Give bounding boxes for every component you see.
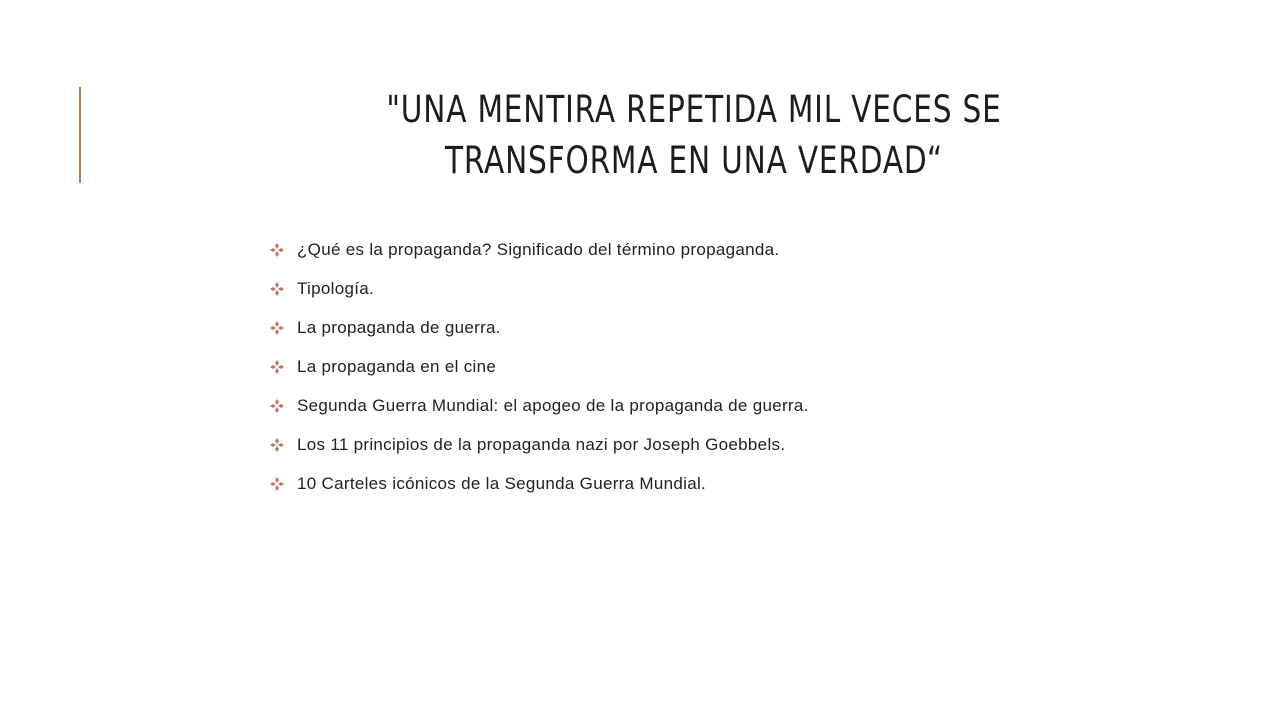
list-item: [270, 464, 809, 503]
four-petal-diamond-icon: [270, 321, 284, 335]
title-accent-bar: [79, 87, 81, 183]
four-petal-diamond-icon: [270, 360, 284, 374]
four-petal-diamond-icon: [270, 477, 284, 491]
bullet-text: ¿Qué es la propaganda? Significado del término propaganda.: [297, 239, 780, 259]
list-item: [270, 425, 809, 464]
bullet-list: [270, 230, 809, 503]
bullet-text: La propaganda en el cine: [297, 356, 497, 376]
bullet-text: Tipología.: [297, 278, 375, 298]
four-petal-diamond-icon: [270, 282, 284, 296]
bullet-text: Los 11 principios de la propaganda nazi por Joseph Goebbels.: [297, 434, 786, 454]
list-item: [270, 269, 809, 308]
four-petal-diamond-icon: [270, 438, 284, 452]
list-item: [270, 347, 809, 386]
slide-title: "UNA MENTIRA REPETIDA MIL VECES SE TRANSFORMA EN UNA VERDAD“: [386, 88, 1002, 182]
four-petal-diamond-icon: [270, 243, 284, 257]
list-item: [270, 308, 809, 347]
four-petal-diamond-icon: [270, 399, 284, 413]
bullet-text: 10 Carteles icónicos de la Segunda Guerra Mundial.: [297, 473, 707, 493]
bullet-text: Segunda Guerra Mundial: el apogeo de la propaganda de guerra.: [297, 395, 809, 415]
list-item: [270, 386, 809, 425]
bullet-text: La propaganda de guerra.: [297, 317, 501, 337]
list-item: [270, 230, 809, 269]
